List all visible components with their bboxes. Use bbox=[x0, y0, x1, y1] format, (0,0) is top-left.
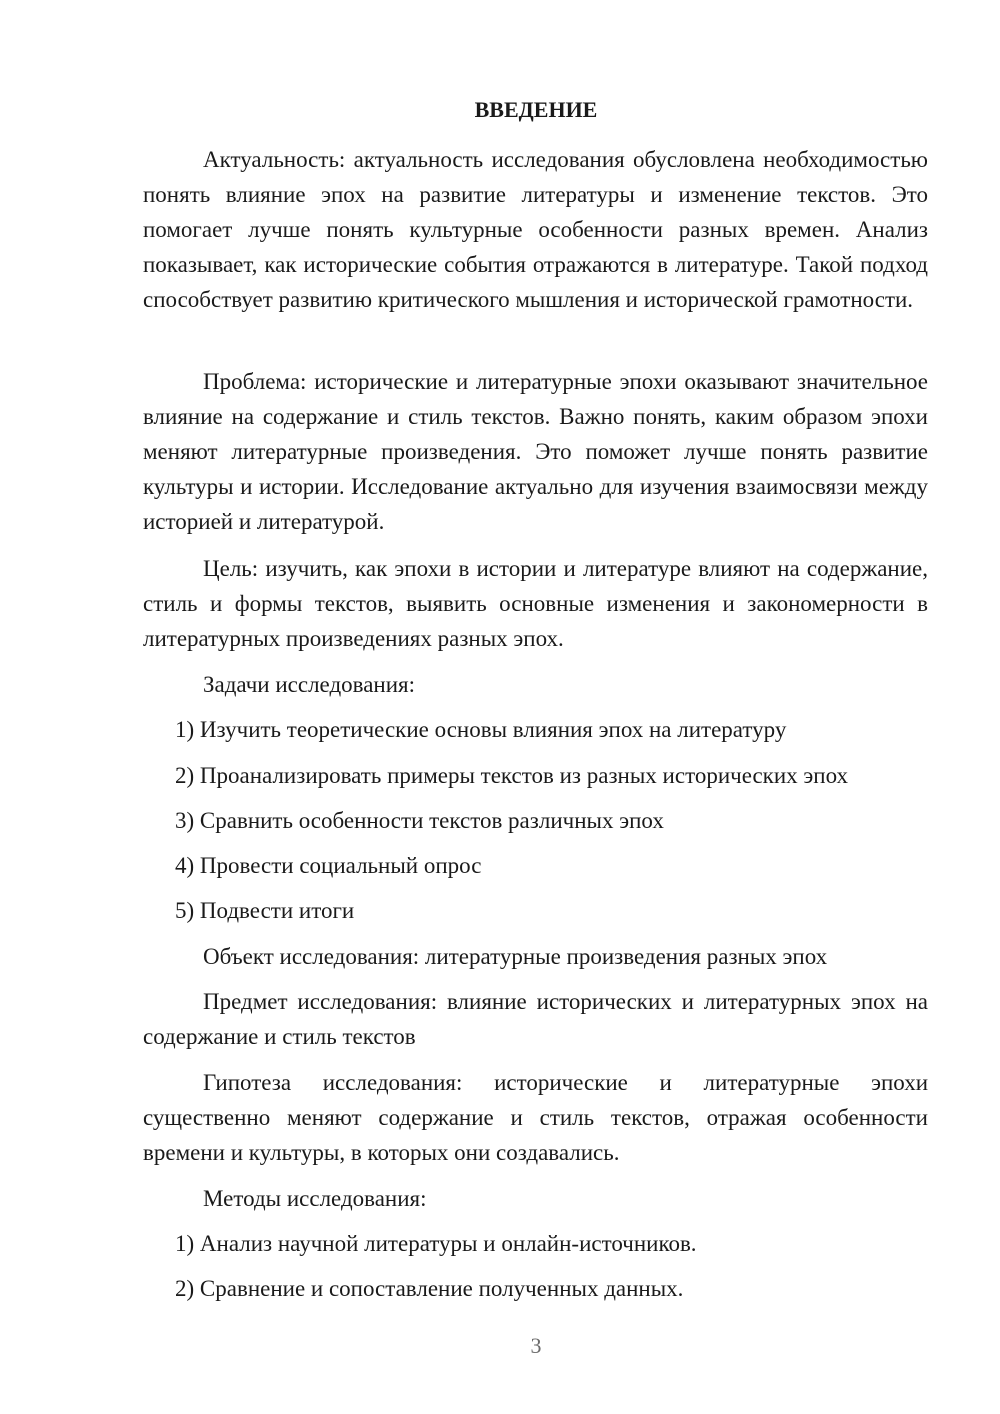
problem-paragraph: Проблема: исторические и литературные эпохи оказывают значительное влияние на содержание и стиль текстов. Важно понять, каким образом эпохи меняют литературные произведения. Это поможет лучше понять развитие культуры и истории. Исследование актуально для изучения взаимосвязи между историей и литературой. bbox=[143, 369, 928, 534]
list-item: 2) Проанализировать примеры текстов из разных исторических эпох bbox=[175, 763, 849, 788]
research-subject: Предмет исследования: влияние исторических и литературных эпох на содержание и стиль текстов bbox=[143, 989, 928, 1049]
tasks-heading: Задачи исследования: bbox=[203, 672, 416, 697]
list-item: 1) Анализ научной литературы и онлайн-источников. bbox=[175, 1231, 697, 1256]
list-item: 5) Подвести итоги bbox=[175, 898, 355, 923]
methods-heading: Методы исследования: bbox=[203, 1186, 427, 1211]
list-item: 4) Провести социальный опрос bbox=[175, 853, 482, 878]
goal-paragraph: Цель: изучить, как эпохи в истории и литературе влияют на содержание, стиль и формы текстов, выявить основные изменения и закономерности в литературных произведениях разных эпох. bbox=[143, 556, 928, 651]
page-number: 3 bbox=[530, 1333, 542, 1358]
list-item: 2) Сравнение и сопоставление полученных данных. bbox=[175, 1276, 684, 1301]
list-item: 3) Сравнить особенности текстов различных эпох bbox=[175, 808, 664, 833]
research-object: Объект исследования: литературные произведения разных эпох bbox=[203, 944, 828, 969]
relevance-paragraph: Актуальность: актуальность исследования обусловлена необходимостью понять влияние эпох на развитие литературы и изменение текстов. Это помогает лучше понять культурные особенности разных времен. Анализ показывает, как исторические события отражаются в литературе. Такой подход способствует развитию критического мышления и исторической грамотности. bbox=[143, 147, 928, 312]
hypothesis-paragraph: Гипотеза исследования: исторические и литературные эпохи существенно меняют содержание и стиль текстов, отражая особенности времени и культуры, в которых они создавались. bbox=[143, 1070, 928, 1165]
page-title: ВВЕДЕНИЕ bbox=[474, 97, 598, 122]
list-item: 1) Изучить теоретические основы влияния эпох на литературу bbox=[175, 717, 787, 742]
